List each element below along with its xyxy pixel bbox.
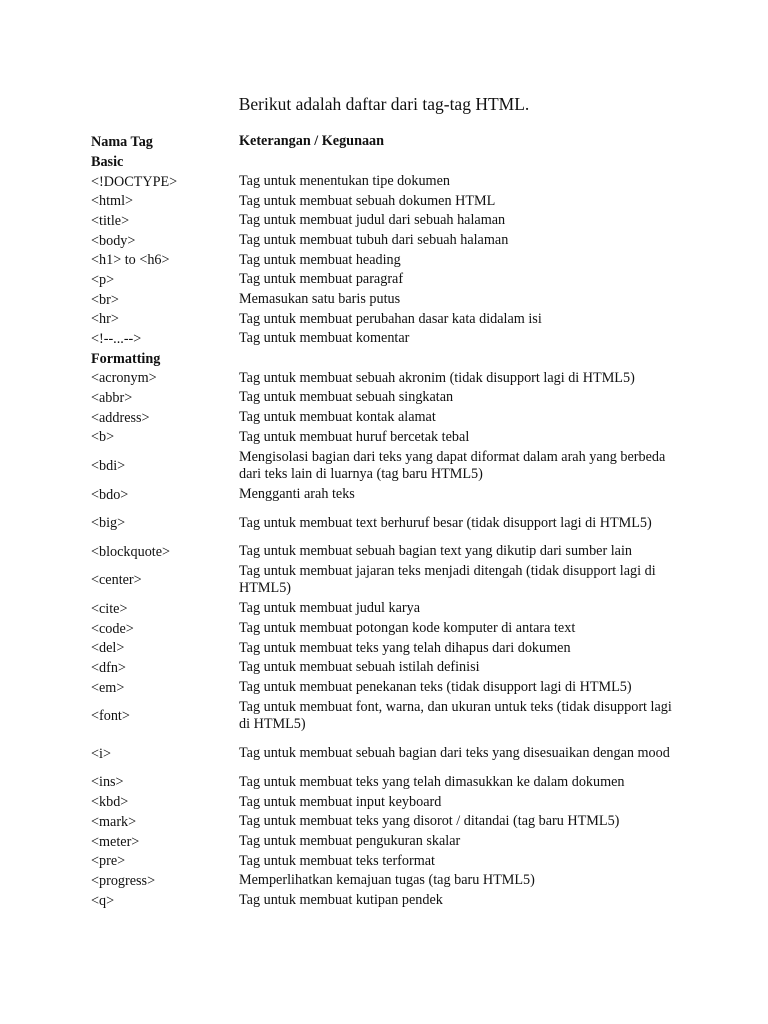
table-row <box>91 505 691 543</box>
table-row <box>91 172 691 192</box>
table-row <box>91 290 691 310</box>
table-row <box>91 562 691 600</box>
table-row <box>91 871 691 891</box>
tag-description: Tag untuk membuat text berhuruf besar (tidak disupport lagi di HTML5) <box>239 514 652 531</box>
tag-name: <bdi> <box>91 458 126 475</box>
tag-description: Tag untuk membuat sebuah dokumen HTML <box>239 192 496 209</box>
header-description: Keterangan / Kegunaan <box>239 132 385 149</box>
tag-name: <progress> <box>91 872 156 889</box>
tag-name: <dfn> <box>91 660 126 677</box>
tag-name: <meter> <box>91 833 140 850</box>
tag-description: Tag untuk membuat font, warna, dan ukuran untuk teks (tidak disupport lagi di HTML5) <box>239 699 672 733</box>
tag-description: Memperlihatkan kemajuan tugas (tag baru HTML5) <box>239 872 535 889</box>
table-row <box>91 329 691 349</box>
table-row <box>91 428 691 448</box>
tag-name: <html> <box>91 193 134 210</box>
table-row <box>91 369 691 389</box>
tag-description: Tag untuk membuat pengukuran skalar <box>239 832 461 849</box>
table-row <box>91 773 691 793</box>
tag-name: <ins> <box>91 774 124 791</box>
tag-description: Mengisolasi bagian dari teks yang dapat diformat dalam arah yang berbeda dari teks lain di luarnya (tag baru HTML5) <box>239 448 666 483</box>
table-row <box>91 270 691 290</box>
tag-name: <q> <box>91 892 115 909</box>
tag-name: <b> <box>91 429 115 446</box>
tag-name: <acronym> <box>91 370 157 387</box>
table-body <box>91 152 691 910</box>
table-row <box>91 619 691 639</box>
table-row <box>91 832 691 852</box>
tag-name: <em> <box>91 679 125 696</box>
tag-table <box>91 131 691 910</box>
section-row <box>91 349 691 369</box>
table-row <box>91 812 691 832</box>
table-row <box>91 542 691 562</box>
tag-name: <del> <box>91 640 125 657</box>
document-title: Berikut adalah daftar dari tag-tag HTML. <box>238 94 530 114</box>
table-row <box>91 735 691 773</box>
tag-description: Tag untuk membuat judul karya <box>239 600 421 617</box>
tag-description: Tag untuk membuat heading <box>239 251 401 268</box>
tag-name: <mark> <box>91 813 137 830</box>
table-row <box>91 388 691 408</box>
table-row <box>91 792 691 812</box>
tag-description: Tag untuk menentukan tipe dokumen <box>239 172 450 189</box>
tag-name: <center> <box>91 572 142 589</box>
tag-name: <title> <box>91 212 130 229</box>
tag-description: Tag untuk membuat sebuah akronim (tidak disupport lagi di HTML5) <box>239 369 635 386</box>
tag-description: Mengganti arah teks <box>239 486 355 503</box>
tag-description: Tag untuk membuat judul dari sebuah halaman <box>239 212 506 229</box>
table-row <box>91 447 691 485</box>
table-row <box>91 310 691 330</box>
table-row <box>91 678 691 698</box>
tag-name: <br> <box>91 291 119 308</box>
section-heading: Formatting <box>91 350 161 367</box>
tag-name: <font> <box>91 708 130 725</box>
tag-description: Tag untuk membuat sebuah istilah definisi <box>239 659 480 676</box>
table-row <box>91 211 691 231</box>
tag-name: <!--...--> <box>91 331 142 348</box>
tag-description: Tag untuk membuat sebuah bagian dari teks yang disesuaikan dengan mood <box>239 745 670 762</box>
tag-name: <code> <box>91 620 134 637</box>
tag-description: Tag untuk membuat penekanan teks (tidak disupport lagi di HTML5) <box>239 679 632 696</box>
tag-name: <hr> <box>91 311 119 328</box>
tag-description: Tag untuk membuat teks terformat <box>239 852 435 869</box>
tag-description: Tag untuk membuat tubuh dari sebuah halaman <box>239 231 509 248</box>
tag-description: Tag untuk membuat paragraf <box>239 271 404 288</box>
tag-description: Tag untuk membuat komentar <box>239 330 410 347</box>
table-row <box>91 191 691 211</box>
tag-name: <big> <box>91 515 126 532</box>
table-row <box>91 250 691 270</box>
tag-description: Tag untuk membuat jajaran teks menjadi ditengah (tidak disupport lagi di HTML5) <box>239 563 656 597</box>
table-row <box>91 485 691 505</box>
tag-name: <bdo> <box>91 486 129 503</box>
tag-name: <pre> <box>91 853 126 870</box>
table-row <box>91 599 691 619</box>
table-header <box>91 131 691 152</box>
tag-description: Tag untuk membuat kontak alamat <box>239 409 436 426</box>
tag-name: <kbd> <box>91 794 129 811</box>
tag-name: <cite> <box>91 601 128 618</box>
tag-description: Tag untuk membuat huruf bercetak tebal <box>239 428 470 445</box>
tag-name: <p> <box>91 271 115 288</box>
table-row <box>91 698 691 736</box>
tag-description: Tag untuk membuat potongan kode komputer di antara text <box>239 620 576 637</box>
tag-description: Tag untuk membuat input keyboard <box>239 793 442 810</box>
table-row <box>91 658 691 678</box>
tag-name: <!DOCTYPE> <box>91 173 178 190</box>
table-row <box>91 851 691 871</box>
tag-name: <body> <box>91 232 136 249</box>
tag-description: Tag untuk membuat perubahan dasar kata didalam isi <box>239 310 542 327</box>
tag-description: Tag untuk membuat teks yang telah dimasukkan ke dalam dokumen <box>239 773 625 790</box>
tag-description: Memasukan satu baris putus <box>239 291 401 308</box>
tag-name: <address> <box>91 409 150 426</box>
tag-name: <abbr> <box>91 390 133 407</box>
tag-name: <blockquote> <box>91 543 171 560</box>
table-row <box>91 231 691 251</box>
table-row <box>91 408 691 428</box>
tag-description: Tag untuk membuat teks yang disorot / ditandai (tag baru HTML5) <box>239 813 620 830</box>
table-row <box>91 891 691 911</box>
section-row <box>91 152 691 172</box>
tag-name: <i> <box>91 745 111 762</box>
table-row <box>91 639 691 659</box>
section-heading: Basic <box>91 153 124 170</box>
tag-description: Tag untuk membuat teks yang telah dihapus dari dokumen <box>239 639 571 656</box>
tag-name: <h1> to <h6> <box>91 252 170 269</box>
tag-description: Tag untuk membuat sebuah singkatan <box>239 389 454 406</box>
tag-description: Tag untuk membuat sebuah bagian text yang dikutip dari sumber lain <box>239 543 633 560</box>
tag-description: Tag untuk membuat kutipan pendek <box>239 891 443 908</box>
header-tag-name: Nama Tag <box>91 133 153 150</box>
